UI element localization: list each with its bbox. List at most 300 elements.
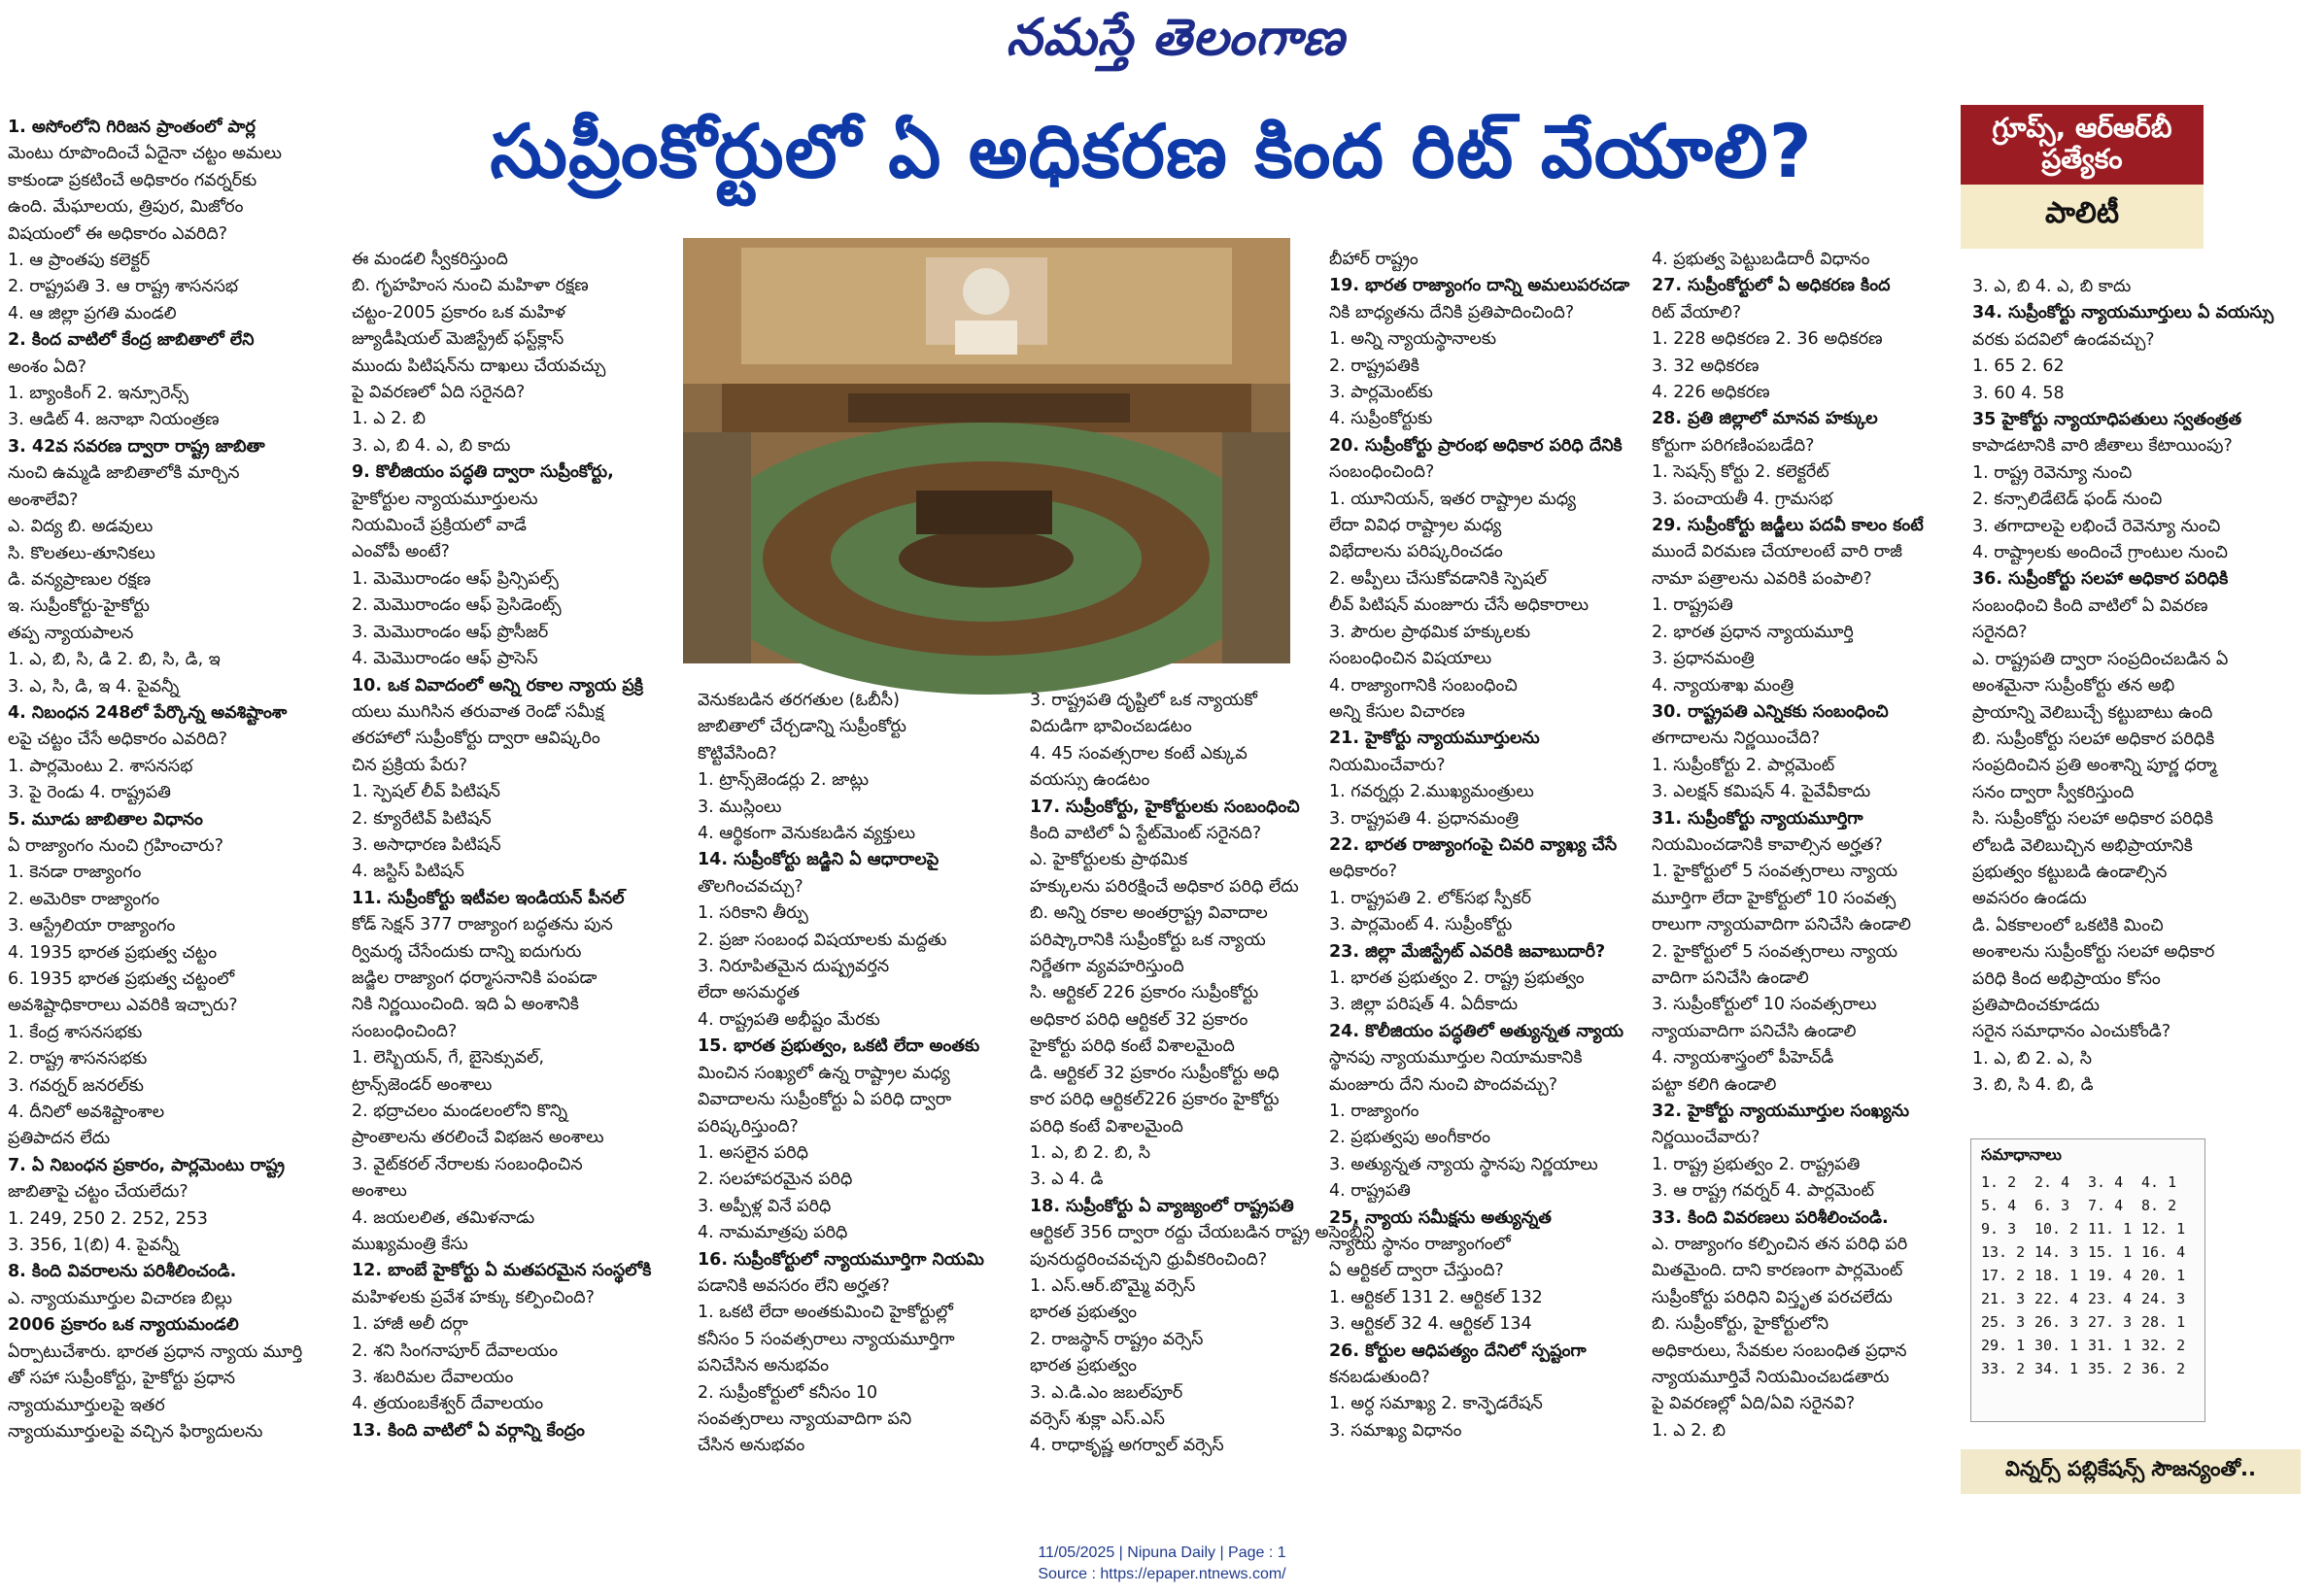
- text-line: 1. ఒకటి లేదా అంతకుమించి హైకోర్టుల్లో: [698, 1303, 953, 1323]
- text-line: న్యాయ స్థానం రాజ్యాంగంలో: [1329, 1235, 1511, 1255]
- text-line: హైకోర్టుల న్యాయమూర్తులను: [352, 489, 538, 509]
- text-line: ముందు పిటిషన్‌ను దాఖలు చేయవచ్చు: [352, 356, 606, 376]
- text-line: 24. కొలీజియం పద్ధతిలో అత్యున్నత న్యాయ: [1329, 1021, 1624, 1041]
- text-line: 4. రాష్ట్రపతి: [1329, 1181, 1411, 1202]
- text-line: 29. సుప్రీంకోర్టు జడ్జీలు పదవీ కాలం కంటే: [1652, 516, 1924, 536]
- footer-date-line: 11/05/2025 | Nipuna Daily | Page : 1: [1038, 1544, 1286, 1561]
- text-line: భారత ప్రభుత్వం: [1030, 1356, 1137, 1376]
- text-line: బి. గృహహింస నుంచి మహిళా రక్షణ: [352, 276, 589, 296]
- text-line: పనిచేసిన అనుభవం: [698, 1356, 829, 1376]
- text-line: సనం ద్వారా స్వీకరిస్తుంది: [1972, 782, 2135, 802]
- text-line: 18. సుప్రీంకోర్టు ఏ వ్యాజ్యంలో రాష్ట్రపతి: [1030, 1196, 1294, 1216]
- text-line: 3. సుప్రీంకోర్టులో 10 సంవత్సరాలు: [1652, 995, 1877, 1015]
- answer-item: 36. 2: [2141, 1360, 2186, 1377]
- text-line: 3. ఎ, బి 4. ఎ, బి కాదు: [352, 435, 511, 456]
- text-line: న్యాయవాదిగా పనిచేసి ఉండాలి: [1652, 1021, 1857, 1041]
- text-line: 4. త్రయంబకేశ్వర్ దేవాలయం: [352, 1394, 544, 1414]
- text-line: అంశాలేవి?: [8, 490, 79, 510]
- text-line: డి. ఆర్టికల్ 32 ప్రకారం సుప్రీంకోర్టు అధి: [1030, 1063, 1280, 1083]
- text-line: 23. జిల్లా మేజిస్ట్రేట్ ఎవరికి జవాబుదారీ?: [1329, 941, 1606, 962]
- text-line: 2. రాష్ట్రపతికి: [1329, 356, 1419, 376]
- text-line: హక్కులను పరిరక్షించే అధికార పరిధి లేదు: [1030, 876, 1299, 897]
- text-line: నామా పత్రాలను ఎవరికి పంపాలి?: [1652, 568, 1872, 589]
- column-1: [8, 115, 328, 1465]
- text-line: 21. హైకోర్టు న్యాయమూర్తులను: [1329, 729, 1540, 749]
- text-line: వివాదాలను సుప్రీంకోర్టు ఏ పరిధి ద్వారా: [698, 1090, 952, 1110]
- text-line: వెనుకబడిన తరగతుల (ఓబీసీ): [698, 691, 900, 710]
- text-line: 3. ఎ.డి.ఎం జబల్‌పూర్: [1030, 1382, 1183, 1403]
- text-line: ఈ మండలి స్వీకరిస్తుంది: [352, 250, 508, 269]
- text-line: వయస్సు ఉండటం: [1030, 770, 1150, 791]
- text-line: 4. రాధాకృష్ణ అగర్వాల్ వర్సెస్: [1030, 1436, 1224, 1456]
- text-line: 1. భారత ప్రభుత్వం 2. రాష్ట్ర ప్రభుత్వం: [1329, 967, 1585, 988]
- text-line: 4. జయలలిత, తమిళనాడు: [352, 1207, 535, 1228]
- footer-source-line: Source : https://epaper.ntnews.com/: [1038, 1566, 1286, 1582]
- text-line: సి. సుప్రీంకోర్టు సలహా అధికార పరిధికి: [1972, 809, 2213, 830]
- answer-item: 21. 3: [1981, 1290, 2026, 1307]
- answer-item: 5. 4: [1981, 1197, 2017, 1214]
- text-line: కోర్టుగా పరిగణింపబడేది?: [1652, 435, 1815, 456]
- text-line: 4. మెమొరాండం ఆఫ్ ప్రాసెస్: [352, 649, 538, 669]
- text-line: పరిష్కారానికి సుప్రీంకోర్టు ఒక న్యాయ: [1030, 930, 1266, 950]
- text-line: 27. సుప్రీంకోర్టులో ఏ అధికరణ కింద: [1652, 276, 1891, 296]
- text-line: సి. కొలతలు-తూనికలు: [8, 543, 155, 563]
- text-line: పునరుద్ధరించవచ్చని ధ్రువీకరించింది?: [1030, 1249, 1268, 1270]
- text-line: 1. రాష్ట్రపతి 2. లోక్‌సభ స్పీకర్: [1329, 888, 1531, 908]
- text-line: 1. 249, 250 2. 252, 253: [8, 1208, 208, 1229]
- text-line: 3. ఎలక్షన్ కమిషన్ 4. పైవేవీకాదు: [1652, 782, 1871, 802]
- text-line: 10. ఒక వివాదంలో అన్ని రకాల న్యాయ ప్రక్రి: [352, 675, 643, 696]
- text-line: చిన ప్రక్రియ పేరు?: [352, 755, 468, 775]
- text-line: 3. అసాధారణ పిటిషన్: [352, 834, 501, 855]
- text-line: 3. 60 4. 58: [1972, 383, 2065, 403]
- answer-item: 9. 3: [1981, 1220, 2017, 1238]
- text-line: మెంటు రూపొందించే ఏదైనా చట్టం అమలు: [8, 144, 282, 164]
- answer-item: 20. 1: [2141, 1267, 2186, 1284]
- text-line: 4. జస్టిస్ పిటిషన్: [352, 862, 464, 882]
- text-line: 2. భద్రాచలం మండలంలోని కొన్ని: [352, 1102, 568, 1121]
- text-line: హైకోర్టు పరిధి కంటే విశాలమైంది: [1030, 1036, 1235, 1057]
- text-line: 1. 228 అధికరణ 2. 36 అధికరణ: [1652, 329, 1883, 350]
- text-line: కనబడుతుంది?: [1329, 1368, 1430, 1388]
- text-line: 17. సుప్రీంకోర్టు, హైకోర్టులకు సంబంధించి: [1030, 797, 1300, 817]
- answer-item: 18. 1: [2034, 1267, 2079, 1284]
- text-line: ప్రభుత్వం కట్టుబడి ఉండాల్సిన: [1972, 862, 2168, 882]
- text-line: ప్రాయాన్ని వెలిబుచ్చే కట్టుబాటు ఉంది: [1972, 702, 2213, 723]
- text-line: 2. భారత ప్రధాన న్యాయమూర్తి: [1652, 622, 1854, 642]
- text-line: 15. భారత ప్రభుత్వం, ఒకటి లేదా అంతకు: [698, 1036, 980, 1057]
- text-line: 19. భారత రాజ్యాంగం దాన్ని అమలుపరచడా: [1329, 276, 1630, 296]
- text-line: అధికార పరిధి ఆర్టికల్ 32 ప్రకారం: [1030, 1009, 1248, 1030]
- text-line: నియమించడానికి కావాల్సిన అర్హత?: [1652, 834, 1883, 855]
- text-line: న్యాయమూర్తివే నియమించబడతారు: [1652, 1368, 1890, 1388]
- text-line: ముందే విరమణ చేయాలంటే వారి రాజీ: [1652, 542, 1902, 562]
- answer-item: 1. 2: [1981, 1173, 2017, 1191]
- text-line: 34. సుప్రీంకోర్టు న్యాయమూర్తులు ఏ వయస్సు: [1972, 303, 2274, 323]
- text-line: తో సహా సుప్రీంకోర్టు, హైకోర్టు ప్రధాన: [8, 1369, 236, 1389]
- text-line: ఏ రాజ్యాంగం నుంచి గ్రహించారు?: [8, 835, 224, 856]
- text-line: 30. రాష్ట్రపతి ఎన్నికకు సంబంధించి: [1652, 701, 1889, 722]
- text-line: 1. హాజీ అలీ దర్గా: [352, 1314, 468, 1335]
- text-line: 3. 356, 1(బి) 4. పైవన్నీ: [8, 1236, 180, 1256]
- answer-item: 16. 4: [2141, 1243, 2186, 1261]
- text-line: పై వివరణల్లో ఏది/ఏవి సరైనవి?: [1652, 1394, 1856, 1414]
- text-line: 35 హైకోర్టు న్యాయాధిపతులు స్వతంత్రత: [1972, 410, 2242, 430]
- text-line: 1. మెమొరాండం ఆఫ్ ప్రిన్సిపల్స్: [352, 568, 559, 589]
- answer-item: 12. 1: [2141, 1220, 2186, 1238]
- text-line: 3. రాష్ట్రపతి దృష్టిలో ఒక న్యాయకో: [1030, 691, 1258, 710]
- text-line: ఇ. సుప్రీంకోర్టు-హైకోర్టు: [8, 596, 150, 617]
- text-line: 1. సుప్రీంకోర్టు 2. పార్లమెంట్: [1652, 755, 1835, 775]
- text-line: 3. ఆర్టికల్ 32 4. ఆర్టికల్ 134: [1329, 1314, 1532, 1335]
- text-line: 12. బాంబే హైకోర్టు ఏ మతపరమైన సంస్థలోకి: [352, 1261, 652, 1281]
- text-line: ఎ. విద్య బి. అడవులు: [8, 517, 154, 537]
- text-line: 2. సలహాపరమైన పరిధి: [698, 1170, 853, 1190]
- text-line: 1. అసలైన పరిధి: [698, 1142, 808, 1163]
- answer-item: 17. 2: [1981, 1267, 2026, 1284]
- text-line: 3. ముస్లింలు: [698, 797, 782, 817]
- publisher-credit: విన్నర్స్ పబ్లికేషన్స్ సౌజన్యంతో..: [1961, 1449, 2301, 1494]
- text-line: 1. రాజ్యాంగం: [1329, 1102, 1419, 1121]
- answer-item: 32. 2: [2141, 1337, 2186, 1354]
- text-line: డి. ఏకకాలంలో ఒకటికి మించి: [1972, 915, 2164, 935]
- text-line: 3. పంచాయతీ 4. గ్రామసభ: [1652, 489, 1833, 509]
- answer-item: 15. 1: [2088, 1243, 2133, 1261]
- column-6: [1652, 247, 1953, 1471]
- text-line: 3. 42వ సవరణ ద్వారా రాష్ట్ర జాబితా: [8, 436, 265, 457]
- text-line: భారత ప్రభుత్వం: [1030, 1303, 1137, 1323]
- text-line: విషయంలో ఈ అధికారం ఎవరిది?: [8, 223, 228, 244]
- text-line: నికి బాధ్యతను దేనికి ప్రతిపాదించింది?: [1329, 302, 1575, 322]
- text-line: 4. 226 అధికరణ: [1652, 383, 1770, 403]
- text-line: బి. సుప్రీంకోర్టు, హైకోర్టులోని: [1652, 1314, 1828, 1335]
- text-line: నిర్ణేతగా వ్యవహరిస్తుంది: [1030, 957, 1184, 977]
- badge-line-1: గ్రూప్స్, ఆర్ఆర్‌బీ: [1992, 112, 2172, 144]
- text-line: 16. సుప్రీంకోర్టులో న్యాయమూర్తిగా నియమి: [698, 1249, 984, 1270]
- section-badge: [1961, 105, 2204, 249]
- text-line: 1. ఆర్టికల్ 131 2. ఆర్టికల్ 132: [1329, 1287, 1543, 1307]
- answer-item: 30. 1: [2034, 1337, 2079, 1354]
- text-line: అంశాలు: [352, 1181, 407, 1202]
- text-line: 1. అసోంలోని గిరిజన ప్రాంతంలో పార్ల: [8, 118, 256, 137]
- text-line: 3. పార్లమెంట్ 4. సుప్రీంకోర్టు: [1329, 915, 1513, 935]
- text-line: 4. న్యాయశాస్త్రంలో పీహెచ్‌డీ: [1652, 1048, 1834, 1069]
- text-line: 4. ఆర్థికంగా వెనుకబడిన వ్యక్తులు: [698, 824, 916, 844]
- text-line: కాపాడటానికి వారి జీతాలు కేటాయింపు?: [1972, 436, 2233, 457]
- text-line: 11. సుప్రీంకోర్టు ఇటీవల ఇండియన్ పీనల్: [352, 888, 625, 908]
- text-line: 7. ఏ నిబంధన ప్రకారం, పార్లమెంటు రాష్ట్ర: [8, 1155, 285, 1175]
- text-line: వర్సెస్ శుక్లా ఎస్.ఎస్: [1030, 1408, 1165, 1429]
- text-line: 2. మెమొరాండం ఆఫ్ ప్రెసిడెంట్స్: [352, 595, 562, 616]
- text-line: లేదా వివిధ రాష్ట్రాల మధ్య: [1329, 516, 1502, 536]
- text-line: నియమించే ప్రక్రియలో వాడే: [352, 516, 527, 536]
- answer-item: 11. 1: [2088, 1220, 2133, 1238]
- text-line: ట్రాన్స్‌జెండర్ అంశాలు: [352, 1074, 493, 1095]
- text-line: అవసరం ఉండదు: [1972, 889, 2087, 909]
- text-line: ఏ ఆర్టికల్ ద్వారా చేస్తుంది?: [1329, 1261, 1504, 1281]
- text-line: సరైన సమాధానం ఎంచుకోండి?: [1972, 1022, 2171, 1042]
- text-line: 26. కోర్టుల ఆధిపత్యం దేనిలో స్పష్టంగా: [1329, 1340, 1587, 1361]
- text-line: అంశమైనా సుప్రీంకోర్టు తన అభి: [1972, 676, 2175, 696]
- text-line: మంజూరు దేని నుంచి పొందవచ్చు?: [1329, 1074, 1558, 1095]
- text-line: 1. గవర్నర్లు 2.ముఖ్యమంత్రులు: [1329, 782, 1534, 802]
- text-line: 1. పార్లమెంటు 2. శాసనసభ: [8, 756, 193, 776]
- text-line: సంవత్సరాలు న్యాయవాదిగా పని: [698, 1408, 912, 1429]
- text-line: 1. ఎస్.ఆర్.బొమ్మై వర్సెస్: [1030, 1275, 1196, 1296]
- headline: సుప్రీంకోర్టులో ఏ అధికరణ కింద రిట్ వేయాలి?: [490, 108, 1813, 194]
- text-line: 1. అర్ధ సమాఖ్య 2. కాన్ఫెడరేషన్: [1329, 1394, 1543, 1414]
- text-line: 1. రాష్ట్ర ప్రభుత్వం 2. రాష్ట్రపతి: [1652, 1154, 1861, 1174]
- text-line: 4. న్యాయశాఖ మంత్రి: [1652, 675, 1794, 696]
- text-line: ముఖ్యమంత్రి కేసు: [352, 1235, 468, 1255]
- answer-item: 8. 2: [2141, 1197, 2177, 1214]
- answer-item: 27. 3: [2088, 1313, 2133, 1331]
- text-line: అంశం ఏది?: [8, 356, 87, 377]
- text-line: 3. ఎ, సి, డి, ఇ 4. పైవన్నీ: [8, 676, 180, 696]
- column-3: [698, 688, 1018, 1471]
- text-line: 4. ఆ జిల్లా ప్రగతి మండలి: [8, 303, 177, 323]
- text-line: ఆర్టికల్ 356 ద్వారా రద్దు చేయబడిన రాష్ట్ర అసెంబ్లీని: [1030, 1223, 1375, 1243]
- parliament-illustration: [683, 238, 1290, 663]
- text-line: 2. హైకోర్టులో 5 సంవత్సరాలు న్యాయ: [1652, 941, 1898, 962]
- text-line: పట్టా కలిగి ఉండాలి: [1652, 1074, 1777, 1095]
- text-line: 1. ఎ, బి, సి, డి 2. బి, సి, డి, ఇ: [8, 650, 221, 670]
- answer-item: 24. 3: [2141, 1290, 2186, 1307]
- text-line: మించిన సంఖ్యలో ఉన్న రాష్ట్రాల మధ్య: [698, 1063, 950, 1083]
- answer-item: 23. 4: [2088, 1290, 2133, 1307]
- text-line: 9. కొలీజియం పద్ధతి ద్వారా సుప్రీంకోర్టు,: [352, 462, 614, 483]
- text-line: మూర్తిగా లేదా హైకోర్టులో 10 సంవత్స: [1652, 888, 1897, 908]
- text-line: చేసిన అనుభవం: [698, 1436, 805, 1456]
- text-line: 6. 1935 భారత ప్రభుత్వ చట్టంలో: [8, 969, 235, 989]
- text-line: 1. కెనడా రాజ్యాంగం: [8, 863, 142, 883]
- text-line: 2006 ప్రకారం ఒక న్యాయమండలి: [8, 1315, 239, 1336]
- text-line: 1. కేంద్ర శాసనసభకు: [8, 1022, 143, 1042]
- badge-line-2: ప్రత్యేకం: [2041, 143, 2123, 176]
- text-line: బీహార్ రాష్ట్రం: [1329, 250, 1418, 269]
- text-line: 20. సుప్రీంకోర్టు ప్రారంభ అధికార పరిధి దేనికి: [1329, 435, 1623, 456]
- text-line: 4. 1935 భారత ప్రభుత్వ చట్టం: [8, 942, 218, 963]
- text-line: ఎంవోపీ అంటే?: [352, 542, 450, 562]
- text-line: కోడ్ సెక్షన్ 377 రాజ్యాంగ బద్ధతను పున: [352, 915, 613, 935]
- text-line: అధికారం?: [1329, 862, 1398, 882]
- text-line: సంబంధించింది?: [352, 1021, 458, 1041]
- text-line: 3. పార్లమెంట్‌కు: [1329, 383, 1433, 403]
- text-line: 1. ఎ 2. బి: [352, 409, 427, 429]
- text-line: జాబితాలో చేర్చడాన్ని సుప్రీంకోర్టు: [698, 717, 906, 737]
- text-line: అవశిష్టాధికారాలు ఎవరికి ఇచ్చారు?: [8, 996, 238, 1016]
- text-line: 31. సుప్రీంకోర్టు న్యాయమూర్తిగా: [1652, 808, 1863, 829]
- text-line: మితమైంది. దాని కారణంగా పార్లమెంట్: [1652, 1261, 1903, 1281]
- text-line: 33. కింది వివరణలు పరిశీలించండి.: [1652, 1207, 1889, 1228]
- text-line: పరిధి కంటే విశాలమైంది: [1030, 1116, 1183, 1137]
- text-line: 3. ఆస్ట్రేలియా రాజ్యాంగం: [8, 916, 176, 936]
- text-line: ఎ. రాజ్యాంగం కల్పించిన తన పరిధి పరి: [1652, 1235, 1908, 1255]
- text-line: బి. సుప్రీంకోర్టు సలహా అధికార పరిధికి: [1972, 729, 2215, 749]
- text-line: నిర్ణయించేవారు?: [1652, 1128, 1760, 1148]
- text-line: అన్ని కేసుల విచారణ: [1329, 701, 1465, 722]
- text-line: న్యాయమూర్తులపై ఇతర: [8, 1395, 165, 1415]
- text-line: 2. రాష్ట్రపతి 3. ఆ రాష్ట్ర శాసనసభ: [8, 277, 239, 297]
- answer-item: 28. 1: [2141, 1313, 2186, 1331]
- text-line: జాబితాపై చట్టం చేయలేదు?: [8, 1182, 188, 1203]
- text-line: జ్యూడీషియల్ మెజిస్ట్రేట్ ఫస్ట్‌క్లాస్: [352, 329, 564, 350]
- text-line: 4. రాజ్యాంగానికి సంబంధించి: [1329, 675, 1518, 696]
- page-footer: [0, 1543, 2324, 1585]
- column-5: [1329, 247, 1630, 1471]
- answer-item: 29. 1: [1981, 1337, 2026, 1354]
- text-line: డి. వన్యప్రాణుల రక్షణ: [8, 569, 152, 590]
- text-line: 2. అమెరికా రాజ్యాంగం: [8, 889, 160, 909]
- text-line: పరిధి కింద అభిప్రాయం కోసం: [1972, 968, 2161, 989]
- text-line: 3. తగాదాలపై లభించే రెవెన్యూ నుంచి: [1972, 516, 2221, 536]
- answer-item: 34. 1: [2034, 1360, 2079, 1377]
- text-line: 1. సెషన్స్ కోర్టు 2. కలెక్టరేట్: [1652, 462, 1829, 483]
- text-line: కాకుండా ప్రకటించే అధికారం గవర్నర్‌కు: [8, 170, 257, 190]
- text-line: 3. సమాఖ్య విధానం: [1329, 1420, 1462, 1441]
- text-line: ఎ. రాష్ట్రపతి ద్వారా సంప్రదించబడిన ఏ: [1972, 649, 2229, 669]
- text-line: యలు ముగిసిన తరువాత రెండో సమీక్ష: [352, 701, 604, 722]
- text-line: ఎ. న్యాయమూర్తుల విచారణ బిల్లు: [8, 1288, 232, 1308]
- text-line: 3. అప్పీళ్ల వినే పరిధి: [698, 1196, 832, 1216]
- text-line: జడ్జిల రాజ్యాంగ ధర్మాసనానికి పంపడా: [352, 967, 598, 988]
- text-line: సి. ఆర్టికల్ 226 ప్రకారం సుప్రీంకోర్టు: [1030, 983, 1259, 1003]
- text-line: విభేదాలను పరిష్కరించడం: [1329, 542, 1503, 562]
- text-line: 3. ఆడిట్ 4. జనాభా నియంత్రణ: [8, 410, 220, 430]
- text-line: 3. నిరూపితమైన దుష్ప్రవర్తన: [698, 957, 890, 977]
- text-line: తప్ప న్యాయపాలన: [8, 623, 134, 643]
- text-line: 1. రాష్ట్రపతి: [1652, 595, 1733, 616]
- answer-item: 19. 4: [2088, 1267, 2133, 1284]
- answer-item: 13. 2: [1981, 1243, 2026, 1261]
- text-line: 4. దీనిలో అవశిష్టాంశాల: [8, 1103, 165, 1123]
- text-line: బి. అన్ని రకాల అంతర్రాష్ట్ర వివాదాల: [1030, 903, 1268, 924]
- text-line: ఏర్పాటుచేశారు. భారత ప్రధాన న్యాయ మూర్తి: [8, 1341, 303, 1362]
- text-line: పడానికి అవసరం లేని అర్హత?: [698, 1275, 890, 1296]
- badge-category: [1961, 105, 2204, 185]
- text-line: 3. జిల్లా పరిషత్ 4. ఏదీకాదు: [1329, 995, 1519, 1015]
- text-line: 3. ప్రధానమంత్రి: [1652, 649, 1755, 669]
- answer-item: 7. 4: [2088, 1197, 2124, 1214]
- text-line: 2. ప్రజా సంబంధ విషయాలకు మద్దతు: [698, 930, 947, 950]
- answer-item: 22. 4: [2034, 1290, 2079, 1307]
- answer-item: 31. 1: [2088, 1337, 2133, 1354]
- text-line: 36. సుప్రీంకోర్టు సలహా అధికార పరిధికి: [1972, 569, 2229, 590]
- text-line: 3. ఎ, బి 4. ఎ, బి కాదు: [1972, 277, 2132, 296]
- text-line: 1. ఎ, బి 2. ఎ, సి: [1972, 1048, 2092, 1069]
- text-line: 2. క్యూరేటివ్ పిటిషన్: [352, 808, 492, 829]
- text-line: 4. ప్రభుత్వ పెట్టుబడిదారీ విధానం: [1652, 250, 1870, 269]
- answer-item: 2. 4: [2034, 1173, 2070, 1191]
- text-line: 3. ఆ రాష్ట్ర గవర్నర్ 4. పార్లమెంట్: [1652, 1181, 1875, 1202]
- text-line: 2. ప్రభుత్వపు అంగీకారం: [1329, 1128, 1490, 1148]
- text-line: లోబడి వెలిబుచ్చిన అభిప్రాయానికి: [1972, 835, 2193, 856]
- text-line: 4. 45 సంవత్సరాల కంటే ఎక్కువ: [1030, 743, 1247, 764]
- text-line: 1. రాష్ట్ర రెవెన్యూ నుంచి: [1972, 462, 2133, 483]
- text-line: పరిష్కరిస్తుంది?: [698, 1116, 799, 1137]
- column-7: [1972, 274, 2293, 1129]
- text-line: అధికారులు, సేవకుల సంబంధిత ప్రధాన: [1652, 1340, 1907, 1361]
- text-line: 2. కింద వాటిలో కేంద్ర జాబితాలో లేని: [8, 330, 255, 351]
- text-line: 1. అన్ని న్యాయస్థానాలకు: [1329, 329, 1497, 350]
- column-2: [352, 247, 672, 1471]
- text-line: 2. శని సింగనాపూర్ దేవాలయం: [352, 1340, 559, 1361]
- text-line: 3. వైట్‌కరల్ నేరాలకు సంబంధించిన: [352, 1154, 583, 1174]
- text-line: సంబంధించి కింది వాటిలో ఏ వివరణ: [1972, 595, 2208, 616]
- answer-item: 26. 3: [2034, 1313, 2079, 1331]
- text-line: 4. నిబంధన 248లో పేర్కొన్న అవశిష్టాంశా: [8, 702, 288, 723]
- text-line: 1. స్పెషల్ లీవ్ పిటిషన్: [352, 782, 500, 802]
- answer-item: 25. 3: [1981, 1313, 2026, 1331]
- text-line: చట్టం-2005 ప్రకారం ఒక మహిళ: [352, 302, 566, 322]
- text-line: 3. పై రెండు 4. రాష్ట్రపతి: [8, 783, 171, 803]
- text-line: 1. లెస్బియన్, గే, బైసెక్సువల్,: [352, 1048, 545, 1069]
- text-line: 32. హైకోర్టు న్యాయమూర్తుల సంఖ్యను: [1652, 1102, 1910, 1121]
- text-line: నియమించేవారు?: [1329, 755, 1446, 775]
- text-line: సుప్రీంకోర్టు పరిధిని విస్తృత పరచలేదు: [1652, 1287, 1893, 1307]
- text-line: 3. ఎ 4. డి: [1030, 1170, 1104, 1190]
- text-line: 1. ఎ, బి 2. బి, సి: [1030, 1142, 1151, 1163]
- text-line: ప్రతిపాదన లేదు: [8, 1129, 111, 1149]
- text-line: 28. ప్రతి జిల్లాలో మానవ హక్కుల: [1652, 409, 1878, 429]
- text-line: 3. 32 అధికరణ: [1652, 356, 1760, 376]
- text-line: 3. అత్యున్నత న్యాయ స్థానపు నిర్ణయాలు: [1329, 1154, 1598, 1174]
- answer-item: 4. 1: [2141, 1173, 2177, 1191]
- answer-item: 35. 2: [2088, 1360, 2133, 1377]
- text-line: 4. రాష్ట్రాలకు అందించే గ్రాంటుల నుంచి: [1972, 543, 2228, 563]
- text-line: తొలగించవచ్చు?: [698, 876, 803, 897]
- text-line: 1. ట్రాన్స్‌జెండర్లు 2. జాట్లు: [698, 770, 870, 791]
- text-line: 3. గవర్నర్ జనరల్‌కు: [8, 1075, 144, 1096]
- text-line: 2. కన్సాలిడేటెడ్ ఫండ్ నుంచి: [1972, 490, 2163, 510]
- answer-key-title: సమాధానాలు: [1981, 1145, 2062, 1164]
- answer-key: [1970, 1138, 2205, 1422]
- text-line: 1. యూనియన్, ఇతర రాష్ట్రాల మధ్య: [1329, 489, 1577, 509]
- text-line: 2. రాజస్థాన్ రాష్ట్రం వర్సెస్: [1030, 1329, 1204, 1349]
- answer-item: 10. 2: [2034, 1220, 2079, 1238]
- answer-key-grid: [1971, 1171, 2204, 1379]
- text-line: 1. బ్యాంకింగ్ 2. ఇన్సూరెన్స్: [8, 384, 188, 404]
- answer-item: 14. 3: [2034, 1243, 2079, 1261]
- text-line: కింది వాటిలో ఏ స్టేట్‌మెంట్ సరైనది?: [1030, 824, 1262, 844]
- text-line: సరైనది?: [1972, 623, 2028, 643]
- text-line: 3. పౌరుల ప్రాథమిక హక్కులకు: [1329, 622, 1531, 642]
- answer-item: 6. 3: [2034, 1197, 2070, 1214]
- text-line: 2. రాష్ట్ర శాసనసభకు: [8, 1049, 148, 1069]
- text-line: 2. అప్పీలు చేసుకోవడానికి స్పెషల్: [1329, 568, 1548, 589]
- text-line: వాదిగా పనిచేసి ఉండాలి: [1652, 967, 1809, 988]
- text-line: 4. సుప్రీంకోర్టుకు: [1329, 409, 1433, 429]
- text-line: 3. శబరిమల దేవాలయం: [352, 1368, 514, 1388]
- text-line: 1. ఎ 2. బి: [1652, 1420, 1726, 1441]
- text-line: 1. ఆ ప్రాంతపు కలెక్టర్: [8, 251, 151, 271]
- badge-subject: పాలిటీ: [1961, 185, 2204, 249]
- text-line: ప్రాంతాలను తరలించే విభజన అంశాలు: [352, 1128, 604, 1148]
- text-line: స్థానపు న్యాయమూర్తుల నియామకానికి: [1329, 1048, 1583, 1069]
- text-line: వరకు పదవిలో ఉండవచ్చు?: [1972, 329, 2155, 350]
- text-line: లేదా అసమర్థత: [698, 983, 800, 1003]
- text-line: 1. 65 2. 62: [1972, 356, 2065, 377]
- text-line: తగాదాలను నిర్ణయించేది?: [1652, 729, 1821, 749]
- text-line: 3. రాష్ట్రపతి 4. ప్రధానమంత్రి: [1329, 808, 1520, 829]
- answer-item: 3. 4: [2088, 1173, 2124, 1191]
- text-line: 1. హైకోర్టులో 5 సంవత్సరాలు న్యాయ: [1652, 862, 1898, 882]
- text-line: లీవ్ పిటిషన్ మంజూరు చేసే అధికారాలు: [1329, 595, 1589, 616]
- text-line: 5. మూడు జాబితాల విధానం: [8, 809, 203, 830]
- text-line: 8. కింది వివరాలను పరిశీలించండి.: [8, 1262, 237, 1282]
- text-line: నికి నిర్ణయించింది. ఇది ఏ అంశానికి: [352, 995, 579, 1015]
- text-line: విదుడిగా భావించబడటం: [1030, 717, 1192, 737]
